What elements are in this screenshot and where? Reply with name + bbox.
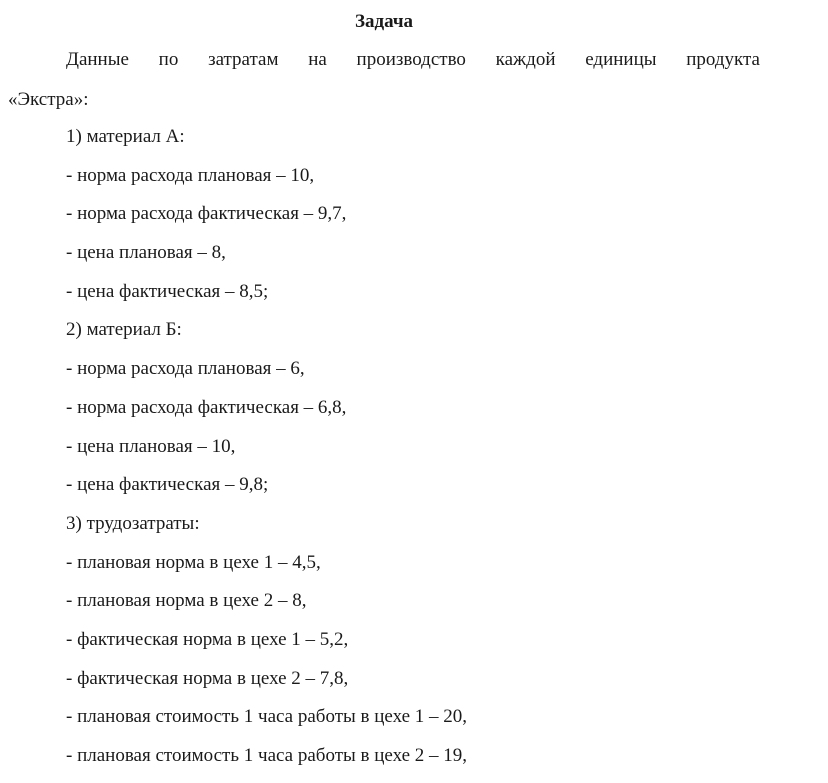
list-item: - плановая норма в цехе 1 – 4,5, xyxy=(66,551,321,573)
list-item: - норма расхода плановая – 10, xyxy=(66,164,315,186)
list-item: - плановая норма в цехе 2 – 8, xyxy=(66,590,307,612)
list-item: - цена плановая – 10, xyxy=(66,435,236,457)
list-item: - цена плановая – 8, xyxy=(66,242,226,264)
section-heading-material-a: 1) материал А: xyxy=(66,126,185,147)
list-item: - норма расхода фактическая – 9,7, xyxy=(66,203,347,225)
section-heading-labor: 3) трудозатраты: xyxy=(66,512,200,534)
list-item: - плановая стоимость 1 часа работы в цехе 1 – 20, xyxy=(66,706,468,728)
document-title: Задача xyxy=(354,11,414,32)
list-item: - фактическая норма в цехе 2 – 7,8, xyxy=(66,667,349,689)
list-item: - фактическая норма в цехе 1 – 5,2, xyxy=(66,628,349,650)
intro-text-line-1: Данные по затратам на производство каждой единицы продукта xyxy=(66,49,760,70)
list-item: - норма расхода плановая – 6, xyxy=(66,358,305,380)
list-item: - цена фактическая – 9,8; xyxy=(66,474,269,496)
cost-data-list xyxy=(66,125,467,783)
list-item: - норма расхода фактическая – 6,8, xyxy=(66,396,347,418)
list-item: - цена фактическая – 8,5; xyxy=(66,280,269,302)
section-heading-material-b: 2) материал Б: xyxy=(66,319,182,341)
list-item: - плановая стоимость 1 часа работы в цехе 2 – 19, xyxy=(66,745,468,766)
intro-text-line-2: «Экстра»: xyxy=(8,89,89,110)
